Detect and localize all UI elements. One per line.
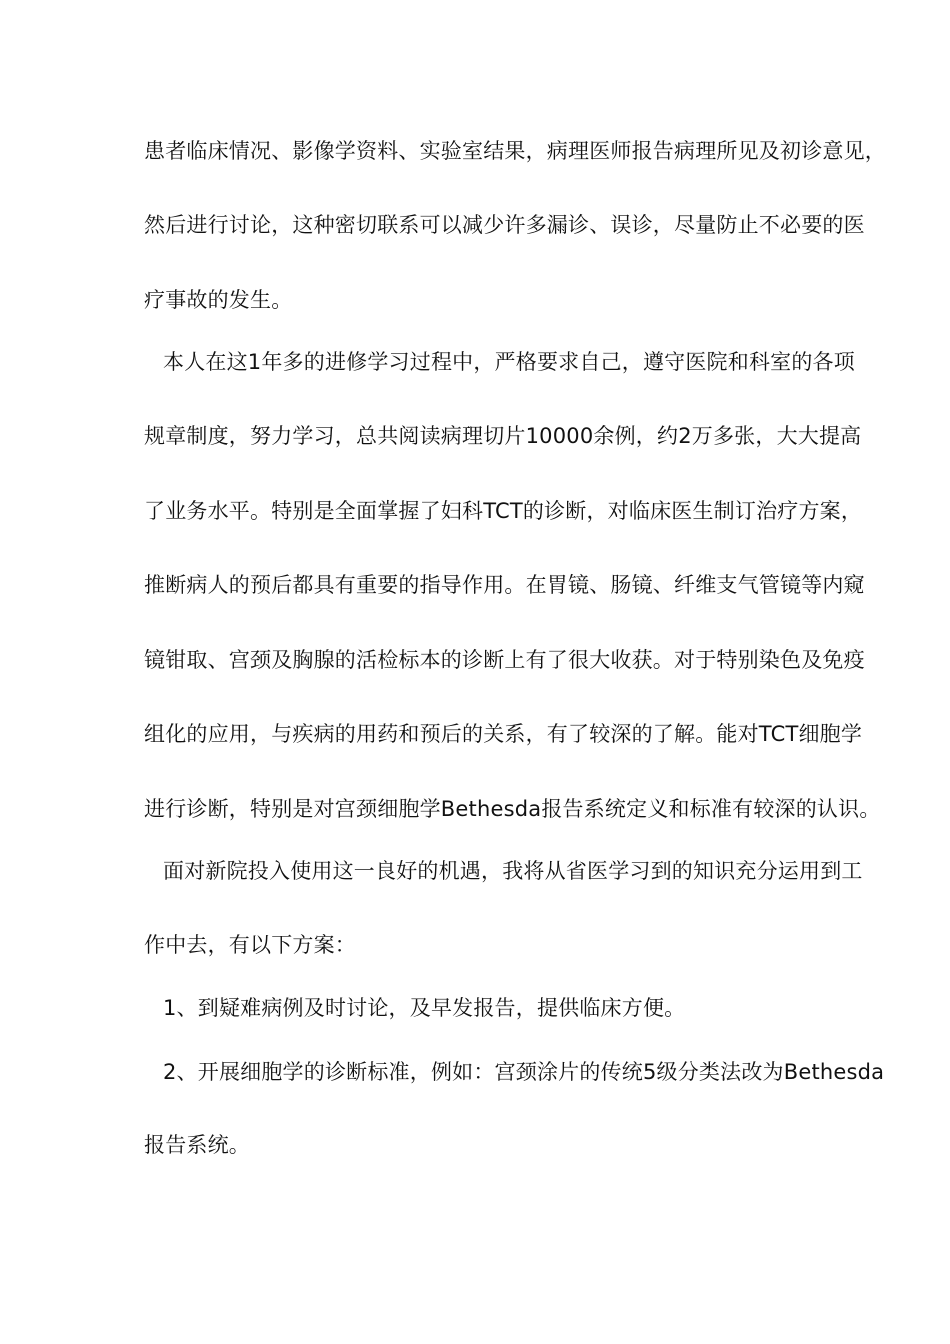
text-line: 报告系统。 <box>144 1133 250 1157</box>
text-line: 然后进行讨论，这种密切联系可以减少许多漏诊、误诊，尽量防止不必要的医 <box>144 213 865 237</box>
paragraph-first-line: 本人在这1年多的进修学习过程中，严格要求自己，遵守医院和科室的各项 <box>163 350 855 374</box>
text-line: 组化的应用，与疾病的用药和预后的关系，有了较深的了解。能对TCT细胞学 <box>144 722 863 746</box>
text-line: 患者临床情况、影像学资料、实验室结果，病理医师报告病理所见及初诊意见， <box>144 139 886 163</box>
text-line: 镜钳取、宫颈及胸腺的活检标本的诊断上有了很大收获。对于特别染色及免疫 <box>144 648 865 672</box>
text-line: 进行诊断，特别是对宫颈细胞学Bethesda报告系统定义和标准有较深的认识。 <box>144 797 881 821</box>
text-line: 作中去，有以下方案： <box>144 933 356 957</box>
text-line: 推断病人的预后都具有重要的指导作用。在胃镜、肠镜、纤维支气管镜等内窥 <box>144 573 865 597</box>
paragraph-first-line: 面对新院投入使用这一良好的机遇，我将从省医学习到的知识充分运用到工 <box>163 859 863 883</box>
text-line: 规章制度，努力学习，总共阅读病理切片10000余例，约2万多张，大大提高 <box>144 424 862 448</box>
list-item: 2、开展细胞学的诊断标准，例如：宫颈涂片的传统5级分类法改为Bethesda <box>163 1060 885 1084</box>
text-line: 疗事故的发生。 <box>144 288 293 312</box>
text-line: 了业务水平。特别是全面掌握了妇科TCT的诊断，对临床医生制订治疗方案， <box>144 499 863 523</box>
list-item: 1、到疑难病例及时讨论，及早发报告，提供临床方便。 <box>163 996 686 1020</box>
